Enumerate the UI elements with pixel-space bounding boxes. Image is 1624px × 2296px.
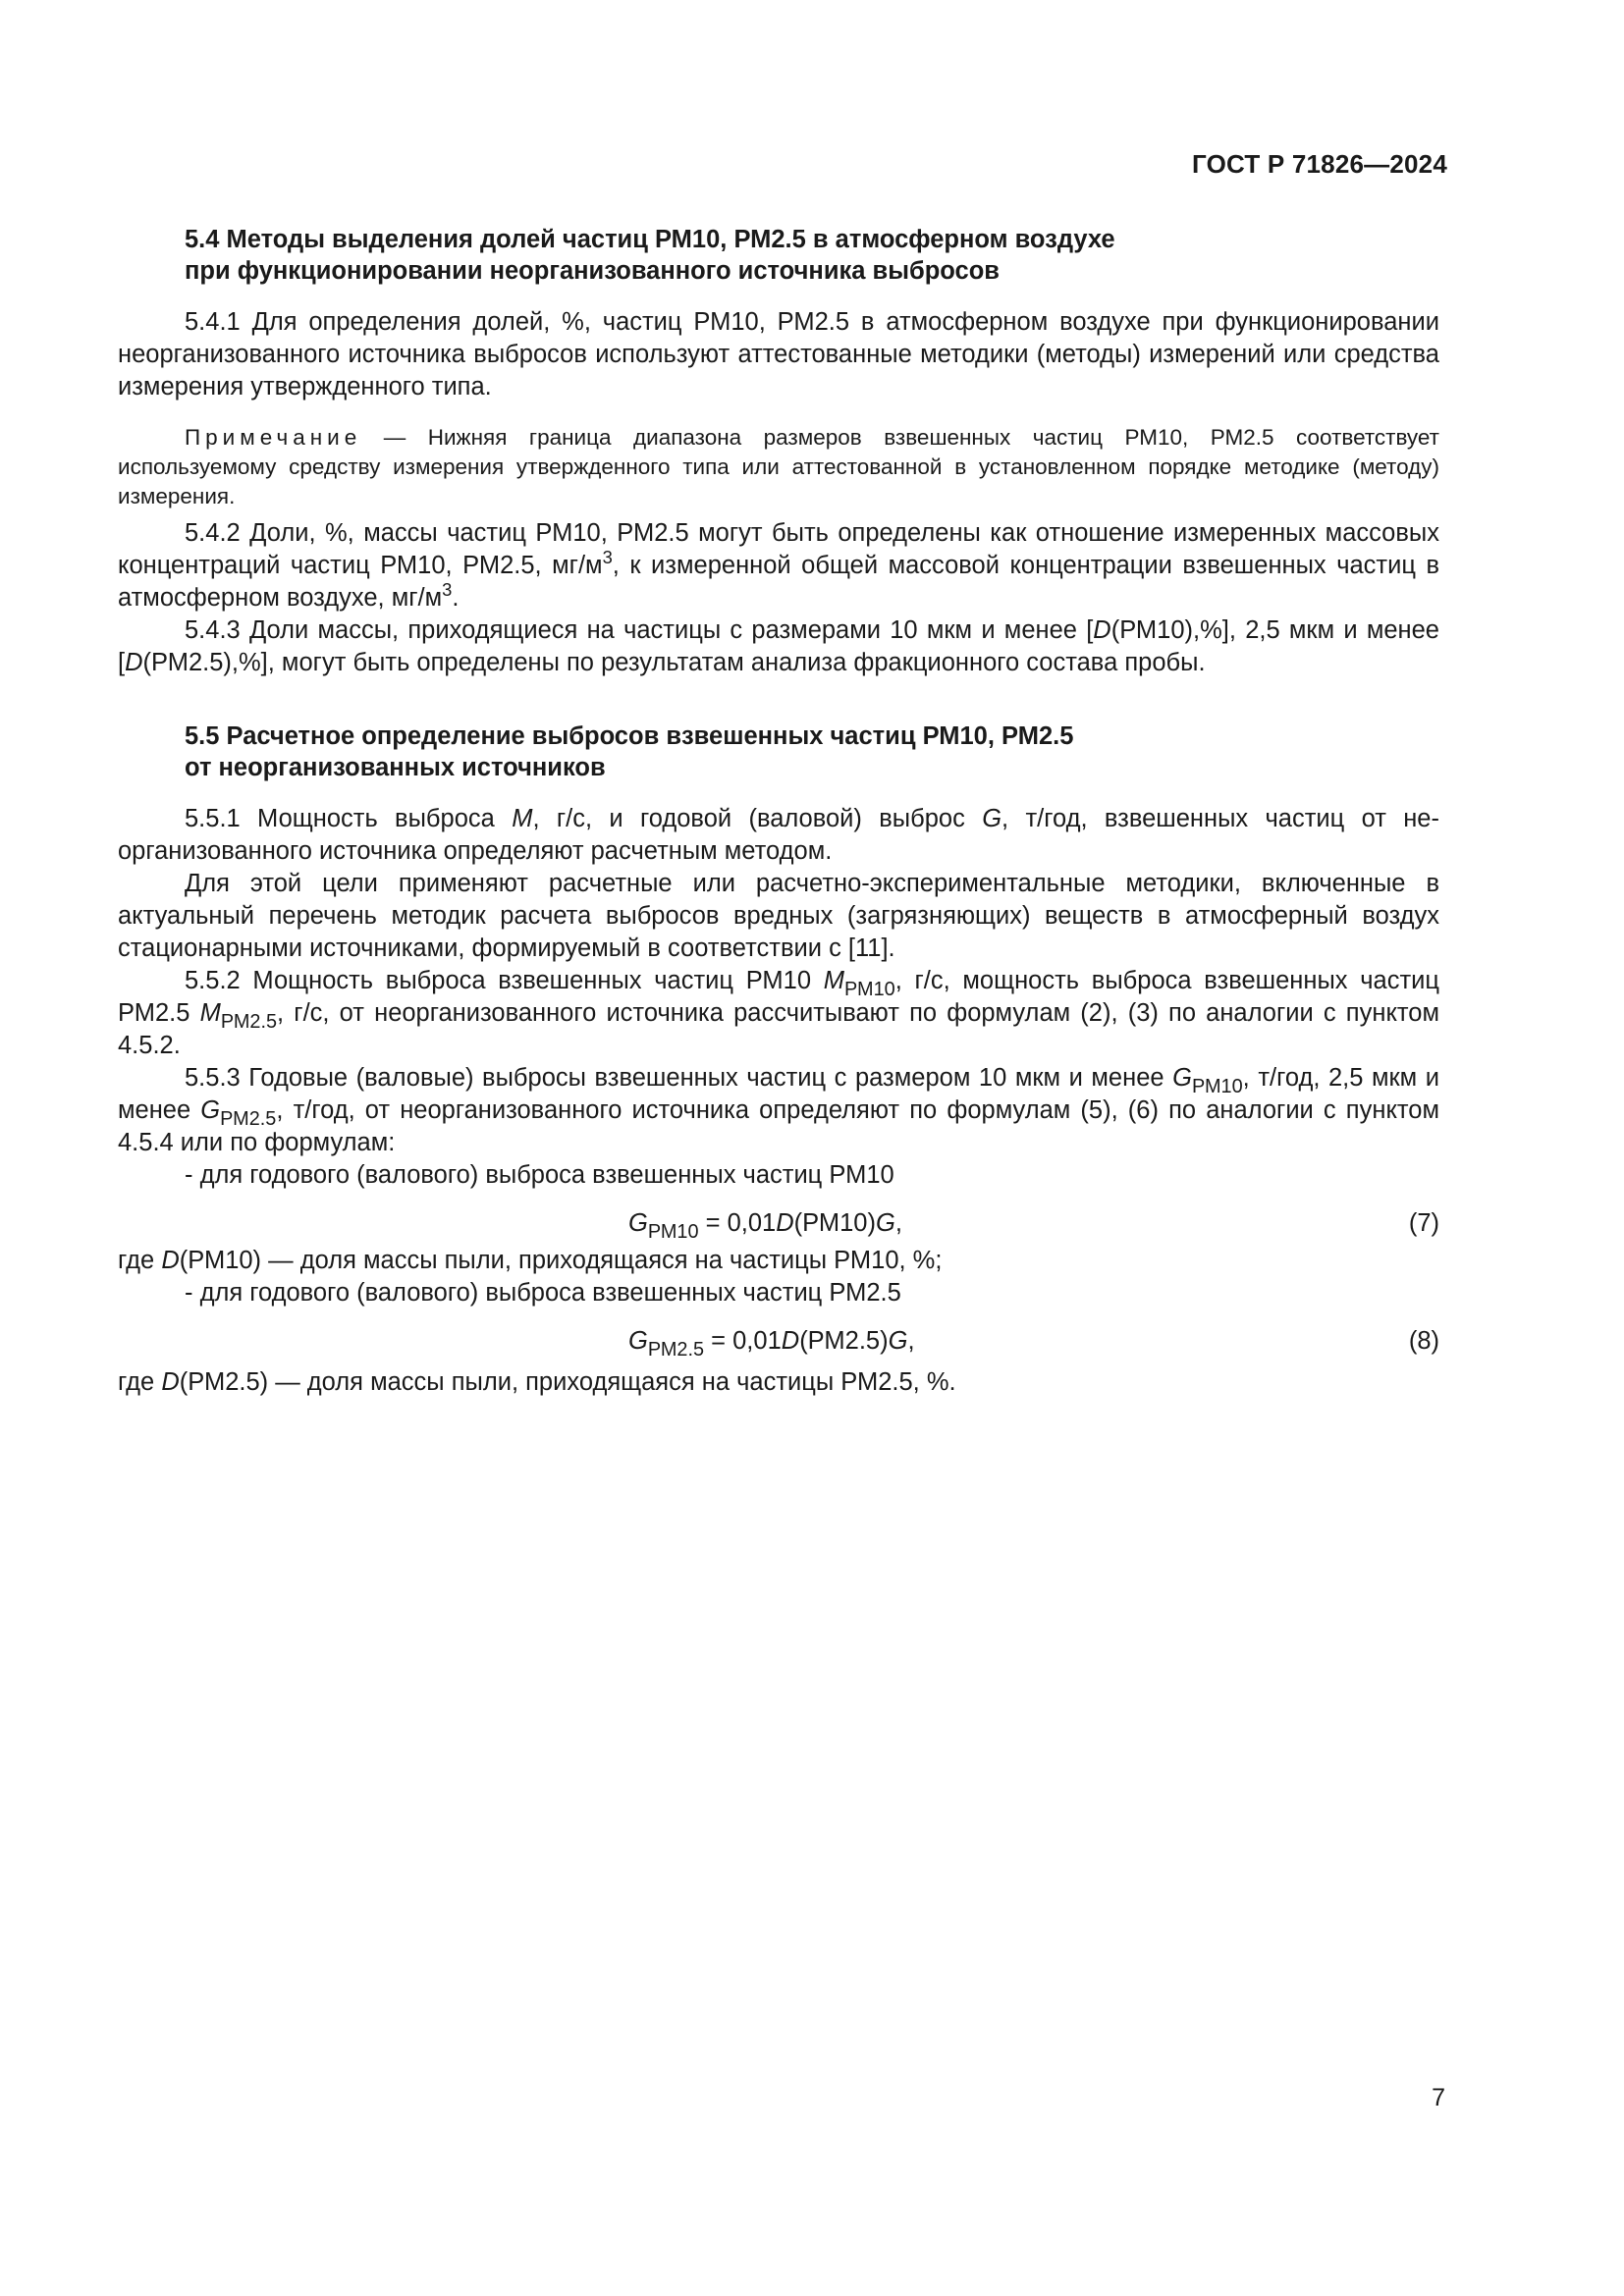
where2-part-b: (РМ2.5) — доля массы пыли, приходящаяся на частицы РМ2.5, %. <box>179 1368 956 1396</box>
p551-part-a: 5.5.1 Мощность выброса <box>185 805 513 832</box>
paragraph-5-4-3 <box>118 614 1439 679</box>
p553-part-a: 5.5.3 Годовые (валовые) выбросы взвешенных частиц с размером 10 мкм и менее <box>185 1064 1173 1092</box>
p542-part-c: . <box>452 584 460 612</box>
symbol-g: G <box>628 1327 648 1355</box>
paragraph-5-4-1: 5.4.1 Для определения долей, %, частиц РМ10, РМ2.5 в атмосферном воздухе при функционировании неорганизованного источника выбросов используют аттестованные методики (методы) измерений или средства измерения утвержденного типа. <box>118 308 1439 400</box>
symbol-d: D <box>776 1209 794 1237</box>
where-pm25 <box>118 1366 1439 1399</box>
note-paragraph <box>118 423 1439 511</box>
formula-8-end: , <box>907 1327 915 1355</box>
symbol-g: G <box>1172 1064 1192 1092</box>
paragraph-5-5-1-continued: Для этой цели применяют расчетные или расчетно-экспериментальные методики, включенные в актуальный перечень методик расчета выбросов вредных (загрязняющих) веществ в атмосферный воздух стационарными источниками, формируемый в соответствии с [11]. <box>118 870 1439 962</box>
section-5-5-heading-line2: от неорганизованных источников <box>185 754 606 781</box>
formula-8-number: (8) <box>1408 1327 1439 1355</box>
symbol-d: D <box>161 1247 180 1274</box>
p552-part-c: , г/с, от неорганизованного источника рассчитывают по формулам (2), (3) по аналогии с пунктом 4.5.2. <box>118 999 1439 1059</box>
list-item-pm10: - для годового (валового) выброса взвешенных частиц РМ10 <box>185 1161 894 1189</box>
page-content <box>118 224 1439 1399</box>
where1-part-a: где <box>118 1247 162 1274</box>
symbol-d: D <box>161 1368 180 1396</box>
section-5-5-heading-line1: 5.5 Расчетное определение выбросов взвешенных частиц РМ10, РМ2.5 <box>185 722 1074 750</box>
symbol-g: G <box>875 1209 895 1237</box>
formula-8-mid: = 0,01 <box>704 1327 782 1355</box>
formula-7-end: , <box>894 1209 902 1237</box>
formula-7-number: (7) <box>1408 1209 1439 1237</box>
p543-part-a: 5.4.3 Доли массы, приходящиеся на частицы с размерами 10 мкм и менее [ <box>185 616 1094 644</box>
p552-part-b: , г/с, мощность выброса взвешенных частиц РМ2.5 <box>118 967 1439 1027</box>
symbol-g: G <box>200 1096 221 1124</box>
subscript-pm10: РМ10 <box>1191 1075 1243 1097</box>
formula-7-mid: = 0,01 <box>698 1209 777 1237</box>
superscript-3: 3 <box>602 546 613 567</box>
note-label: Примечание <box>185 425 362 450</box>
symbol-g: G <box>982 805 1002 832</box>
p553-part-b: , т/год, 2,5 мкм и менее <box>118 1064 1439 1124</box>
section-5-4-heading-line1: 5.4 Методы выделения долей частиц РМ10, РМ2.5 в атмосферном воздухе <box>185 226 1115 253</box>
symbol-m: M <box>199 999 221 1027</box>
symbol-d: D <box>125 649 143 676</box>
p552-part-a: 5.5.2 Мощность выброса взвешенных частиц РМ10 <box>185 967 824 994</box>
symbol-d: D <box>1093 616 1111 644</box>
p543-part-c: (РМ2.5),%], могут быть определены по результатам анализа фракционного состава пробы. <box>142 649 1206 676</box>
section-5-4-heading-line2: при функционировании неорганизованного источника выбросов <box>185 257 1000 285</box>
section-5-4-heading <box>185 224 1439 287</box>
p551-part-c: , т/год, взвешенных частиц от неорганизованного источника определяют расчетным методом. <box>118 805 1439 865</box>
where-pm10 <box>118 1245 1439 1277</box>
formula-7 <box>118 1200 1439 1245</box>
formula-7-expression <box>628 1207 902 1243</box>
document-id-header: ГОСТ Р 71826—2024 <box>1192 149 1447 179</box>
note-text: — Нижняя граница диапазона размеров взвешенных частиц РМ10, РМ2.5 соответствует используемому средству измерения утвержденного типа или аттестованной в установленном порядке методике (методу) измерения. <box>118 425 1439 508</box>
paragraph-5-4-2 <box>118 517 1439 614</box>
subscript-pm25: РМ2.5 <box>220 1107 277 1130</box>
paragraph-5-5-1 <box>118 803 1439 868</box>
symbol-g: G <box>628 1209 648 1237</box>
where2-part-a: где <box>118 1368 162 1396</box>
formula-7-tail: (РМ10) <box>793 1209 876 1237</box>
section-spacer <box>118 699 1439 721</box>
formula-8-tail: (РМ2.5) <box>799 1327 889 1355</box>
subscript-pm10: РМ10 <box>647 1220 699 1243</box>
symbol-g: G <box>888 1327 908 1355</box>
page-number: 7 <box>1432 2084 1445 2111</box>
p543-part-b: (РМ10),%], 2,5 мкм и менее [ <box>118 616 1439 676</box>
subscript-pm25: РМ2.5 <box>220 1010 278 1033</box>
p542-part-a: 5.4.2 Доли, %, массы частиц РМ10, РМ2.5 могут быть определены как отношение измеренных массовых концентраций частиц РМ10, РМ2.5, мг/м <box>118 519 1439 579</box>
formula-8 <box>118 1317 1439 1362</box>
superscript-3: 3 <box>442 578 453 600</box>
subscript-pm25: РМ2.5 <box>647 1338 705 1361</box>
symbol-m: M <box>512 805 533 832</box>
paragraph-5-5-2 <box>118 965 1439 1062</box>
subscript-pm10: РМ10 <box>843 978 895 1000</box>
p551-part-b: , г/с, и годовой (валовой) выброс <box>532 805 983 832</box>
paragraph-5-5-3 <box>118 1062 1439 1159</box>
p542-part-b: , к измеренной общей массовой концентрации взвешенных частиц в атмосферном воздухе, мг/м <box>118 552 1439 612</box>
p553-part-c: , т/год, от неорганизованного источника определяют по формулам (5), (6) по аналогии с пунктом 4.5.4 или по формулам: <box>118 1096 1439 1156</box>
formula-8-expression <box>628 1325 915 1361</box>
section-5-5-heading <box>185 721 1439 783</box>
symbol-d: D <box>781 1327 800 1355</box>
where1-part-b: (РМ10) — доля массы пыли, приходящаяся на частицы РМ10, %; <box>179 1247 943 1274</box>
symbol-m: M <box>823 967 844 994</box>
list-item-pm25: - для годового (валового) выброса взвешенных частиц РМ2.5 <box>185 1279 901 1307</box>
